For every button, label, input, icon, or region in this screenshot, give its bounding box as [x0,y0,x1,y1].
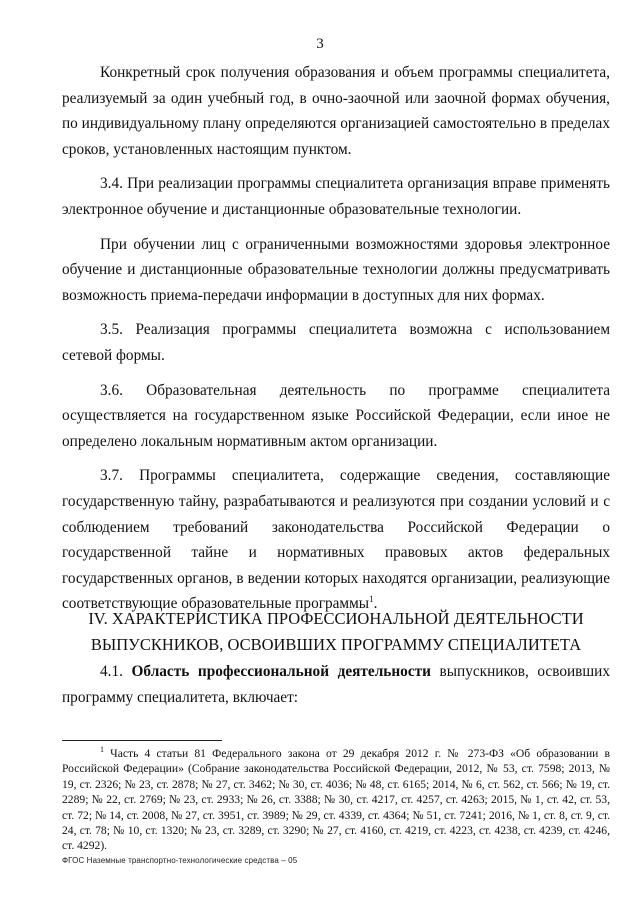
footnote [62,746,610,854]
paragraph-3-7: 3.7. Программы специалитета, содержащие сведения, составляющие государственную тайну, разрабатываются и реализуются при создании условий и с соблюдением требований законодательства Российской Федерации о государственной тайне и нормативных правовых актов федеральных государственных органов, в ведении которых находятся организации, реализующие соответствующие образовательные программы$^1$. [62,467,610,613]
paragraph-4-1 [62,659,610,710]
page-number: 3 [316,36,324,52]
body-text [62,60,610,617]
section-4-1-number: 4.1. [100,663,123,680]
section-4-1 [62,659,610,710]
paragraph-3-6: 3.6. Образовательная деятельность по программе специалитета осуществляется на государственном языке Российской Федерации, если иное не определено локальным нормативным актом организации. [62,381,610,450]
section-4-1-bold-term: Область профессиональной деятельности [131,663,431,680]
paragraph-3-7-text: 3.7. Программы специалитета, содержащие сведения, составляющие государственную тайну, разрабатываются и реализуются при создании условий и с соблюдением требований законодательства Российской Федерации о государственной тайне и нормативных правовых актов федеральных государственных органов, в ведении которых находятся организации, реализующие соответствующие образовательные программы [62,467,610,613]
paragraph-study-term: Конкретный срок получения образования и объем программы специалитета, реализуемый за один учебный год, в очно-заочной или заочной формах обучения, по индивидуальному плану определяются организацией самостоятельно в пределах сроков, установленных настоящим пунктом. [62,64,610,158]
paragraph-disabled-learners: При обучении лиц с ограниченными возможностями здоровья электронное обучение и дистанционные образовательные технологии должны предусматривать возможность приема-передачи информации в доступных для них формах. [62,235,610,304]
section-heading-line-1: IV. ХАРАКТЕРИСТИКА ПРОФЕССИОНАЛЬНОЙ ДЕЯТЕЛЬНОСТИ [88,609,584,628]
page-footer: ФГОС Наземные транспортно-технологические средства – 05 [62,856,298,865]
paragraph-3-5: 3.5. Реализация программы специалитета возможна с использованием сетевой формы. [62,321,610,364]
section-heading-line-2: ВЫПУСКНИКОВ, ОСВОИВШИХ ПРОГРАММУ СПЕЦИАЛИТЕТА [90,635,582,654]
footnote-reference[interactable]: 1 [369,594,374,605]
footnote-text: Часть 4 статьи 81 Федерального закона от 29 декабря 2012 г. № 273-ФЗ «Об образовании в Российской Федерации» (Собрание законодательства Российской Федерации, 2012, № 53, ст. 7598; 2013, № 19, ст. 2326; № 23, ст. 2878; № 27, ст. 3462; № 30, ст. 4036; № 48, ст. 6165; 2014, № 6, ст. 562, ст. 566; № 19, ст. 2289; № 22, ст. 2769; № 23, ст. 2933; № 26, ст. 3388; № 30, ст. 4217, ст. 4257, ст. 4263; 2015, № 1, ст. 42, ст. 53, ст. 72; № 14, ст. 2008, № 27, ст. 3951, ст. 3989; № 29, ст. 4339, ст. 4364; № 51, ст. 7241; 2016, № 1, ст. 8, ст. 9, ст. 24, ст. 78; № 10, ст. 1320; № 23, ст. 3289, ст. 3290; № 27, ст. 4160, ст. 4219, ст. 4223, ст. 4238, ст. 4239, ст. 4246, ст. 4292). [62,747,610,853]
section-heading [62,606,610,658]
paragraph-3-4: 3.4. При реализации программы специалитета организация вправе применять электронное обучение и дистанционные образовательные технологии. [62,175,610,218]
footnote-divider [62,740,222,741]
footnote-marker: 1 [100,745,104,755]
section-4-1-rest: выпускников, освоивших программу специалитета, включает: [62,663,610,706]
